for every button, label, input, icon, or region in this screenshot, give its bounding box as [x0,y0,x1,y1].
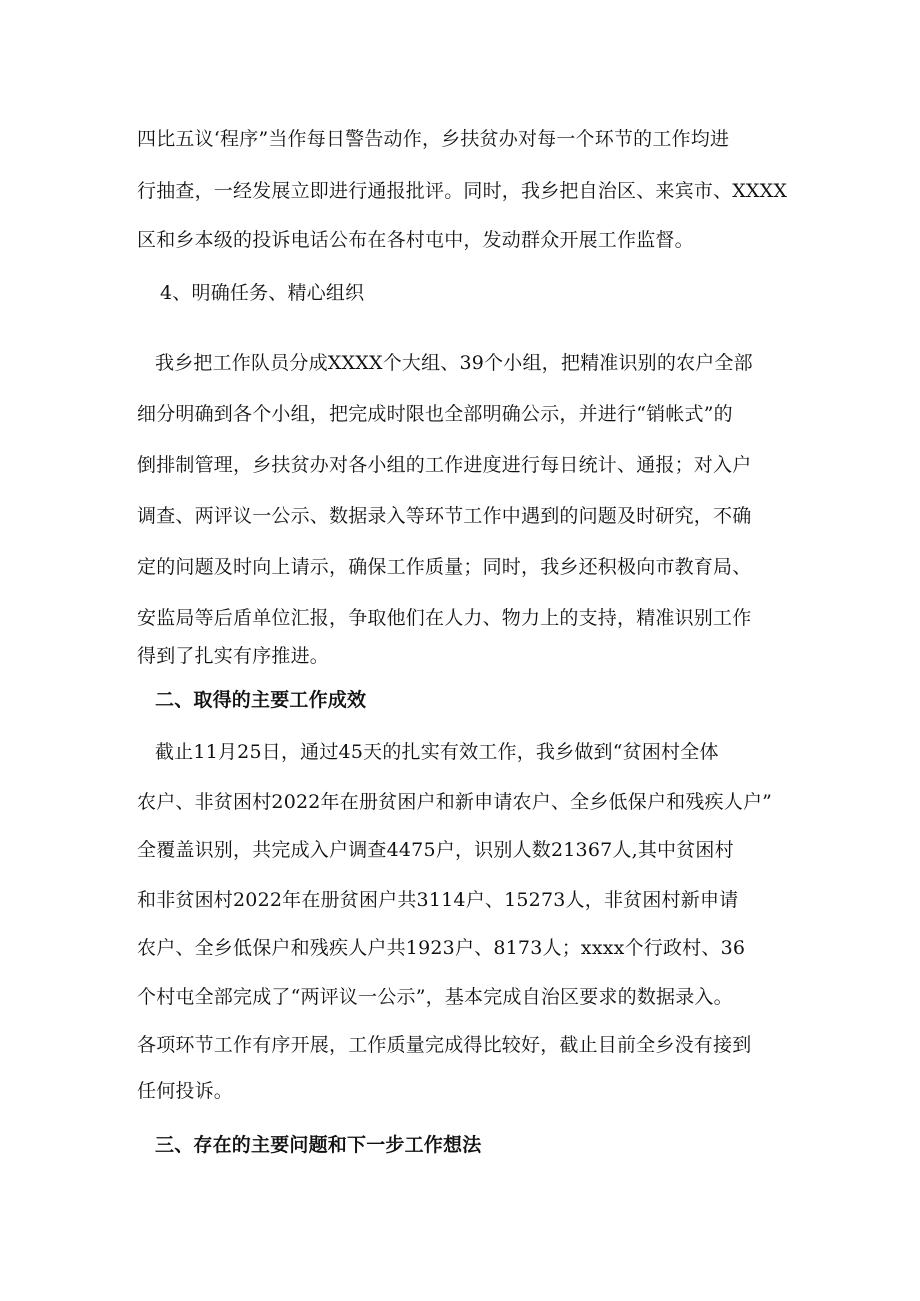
section-heading-2: 二、取得的主要工作成效 [155,689,367,711]
paragraph3-line-6: 个村屯全部完成了“两评议一公示”，基本完成自治区要求的数据录入。 [137,986,733,1008]
item4-title: 4、明确任务、精心组织 [160,282,365,304]
paragraph3-line-1: 截止11月25日，通过45天的扎实有效工作，我乡做到“贫困村全体 [155,741,719,763]
paragraph3-line-7: 各项环节工作有序开展，工作质量完成得比较好，截止目前全乡没有接到 [137,1034,752,1056]
paragraph2-line-7: 得到了扎实有序推进。 [137,645,330,667]
paragraph1-line-3: 区和乡本级的投诉电话公布在各村屯中，发动群众开展工作监督。 [137,229,694,251]
paragraph3-line-4: 和非贫困村2022年在册贫困户共3114户、15273人，非贫困村新申请 [137,889,739,911]
paragraph2-line-4: 调查、两评议一公示、数据录入等环节工作中遇到的问题及时研究，不确 [137,505,752,527]
paragraph1-line-1: 四比五议‘程序”当作每日警告动作，乡扶贫办对每一个环节的工作均进 [137,128,730,150]
paragraph2-line-6: 安监局等后盾单位汇报，争取他们在人力、物力上的支持，精准识别工作 [137,607,752,629]
paragraph2-line-2: 细分明确到各个小组，把完成时限也全部明确公示，并进行“销帐式”的 [137,403,733,425]
paragraph3-line-2: 农户、非贫困村2022年在册贫困户和新申请农户、全乡低保户和残疾人户” [137,791,773,813]
section-heading-3: 三、存在的主要问题和下一步工作想法 [155,1134,482,1156]
paragraph3-line-5: 农户、全乡低保户和残疾人户共1923户、8173人；xxxx个行政村、36 [137,937,746,959]
paragraph2-line-3: 倒排制管理，乡扶贫办对各小组的工作进度进行每日统计、通报；对入户 [137,454,752,476]
paragraph3-line-3: 全覆盖识别，共完成入户调查4475户，识别人数21367人,其中贫困村 [137,839,734,861]
paragraph3-line-8: 任何投诉。 [137,1080,234,1102]
paragraph2-line-1: 我乡把工作队员分成XXXX个大组、39个小组，把精准识别的农户全部 [155,352,753,374]
paragraph1-line-2: 行抽查，一经发展立即进行通报批评。同时，我乡把自治区、来宾市、XXXX [137,180,788,202]
paragraph2-line-5: 定的问题及时向上请示，确保工作质量；同时，我乡还积极向市教育局、 [137,556,752,578]
